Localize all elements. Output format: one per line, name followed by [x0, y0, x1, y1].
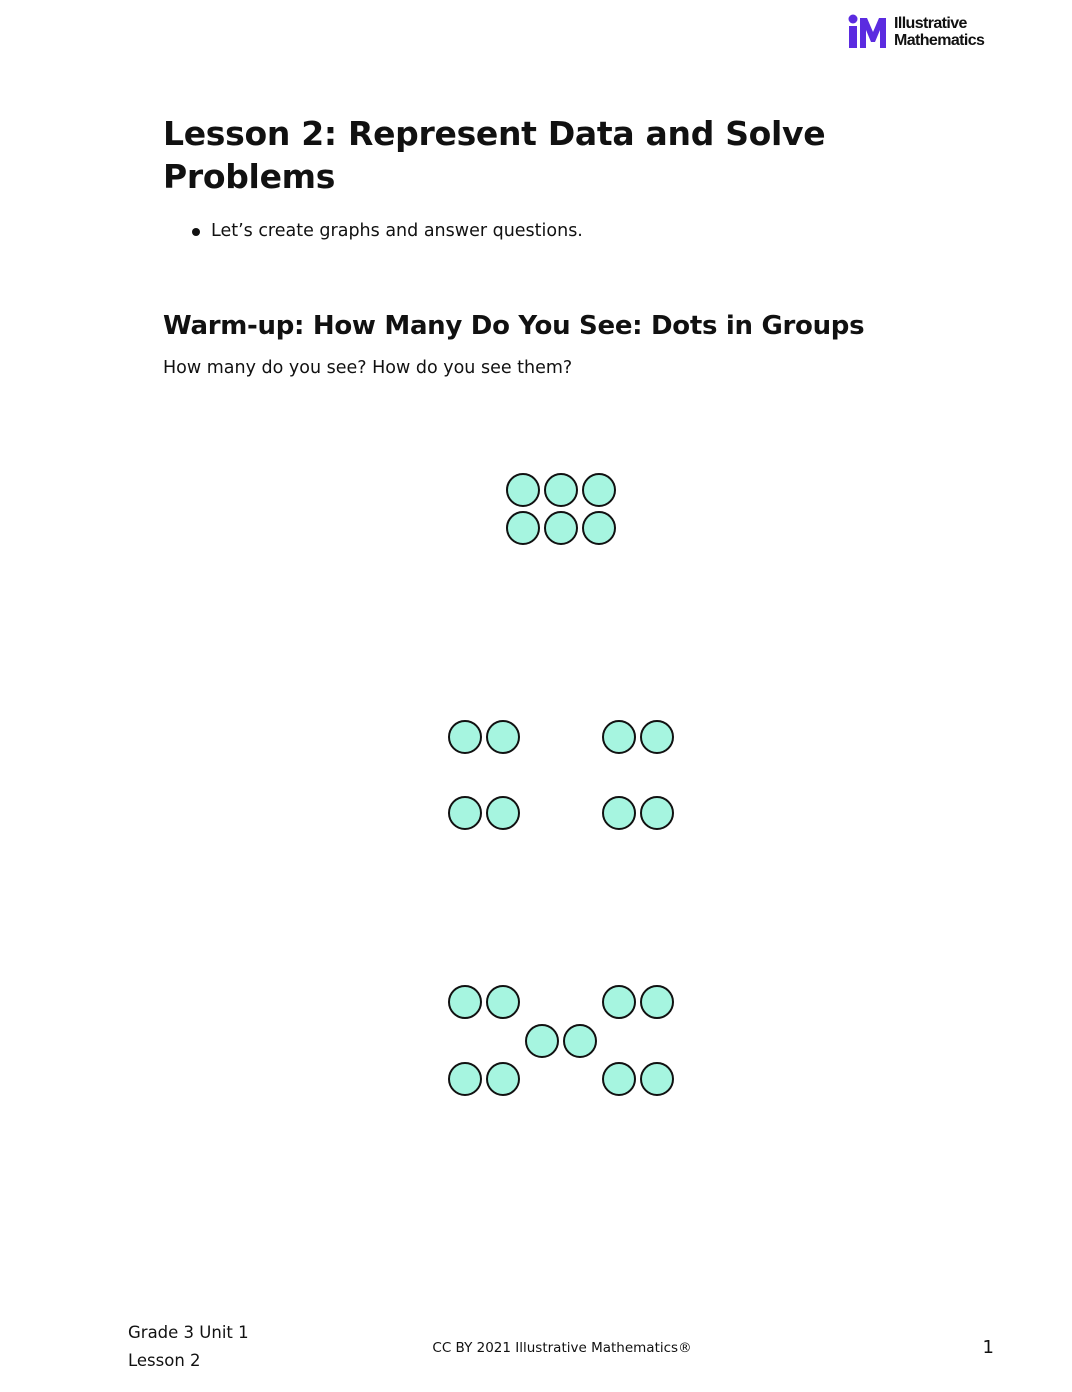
dot	[487, 721, 519, 753]
dot	[583, 512, 615, 544]
dot	[641, 986, 673, 1018]
dot	[449, 797, 481, 829]
dot	[545, 474, 577, 506]
dot	[487, 797, 519, 829]
warmup-heading: Warm-up: How Many Do You See: Dots in Groups	[163, 311, 865, 341]
dot	[487, 986, 519, 1018]
dot	[449, 1063, 481, 1095]
dot-image-3	[449, 986, 673, 1095]
page-title: Lesson 2: Represent Data and Solve Problems	[163, 114, 826, 196]
dot	[641, 1063, 673, 1095]
warmup-prompt: How many do you see? How do you see them?	[163, 358, 573, 378]
dot	[603, 986, 635, 1018]
logo-line-1: Illustrative	[894, 15, 967, 32]
dot	[641, 721, 673, 753]
logo-line-2: Mathematics	[894, 32, 985, 49]
footer-grade-unit: Grade 3 Unit 1	[128, 1323, 249, 1342]
lesson-goal-text: Let’s create graphs and answer questions.	[211, 221, 583, 241]
dot	[603, 1063, 635, 1095]
footer-license: CC BY 2021 Illustrative Mathematics®	[432, 1340, 692, 1356]
dot	[449, 986, 481, 1018]
dot	[487, 1063, 519, 1095]
dot	[583, 474, 615, 506]
dot	[641, 797, 673, 829]
footer-lesson: Lesson 2	[128, 1351, 201, 1370]
dot	[545, 512, 577, 544]
dot	[507, 512, 539, 544]
dot	[603, 797, 635, 829]
page-number: 1	[982, 1337, 994, 1358]
dot	[603, 721, 635, 753]
dot-image-1	[507, 474, 615, 544]
dot	[449, 721, 481, 753]
dot	[507, 474, 539, 506]
dot	[526, 1025, 558, 1057]
dot	[564, 1025, 596, 1057]
dot-image-2	[449, 721, 673, 829]
